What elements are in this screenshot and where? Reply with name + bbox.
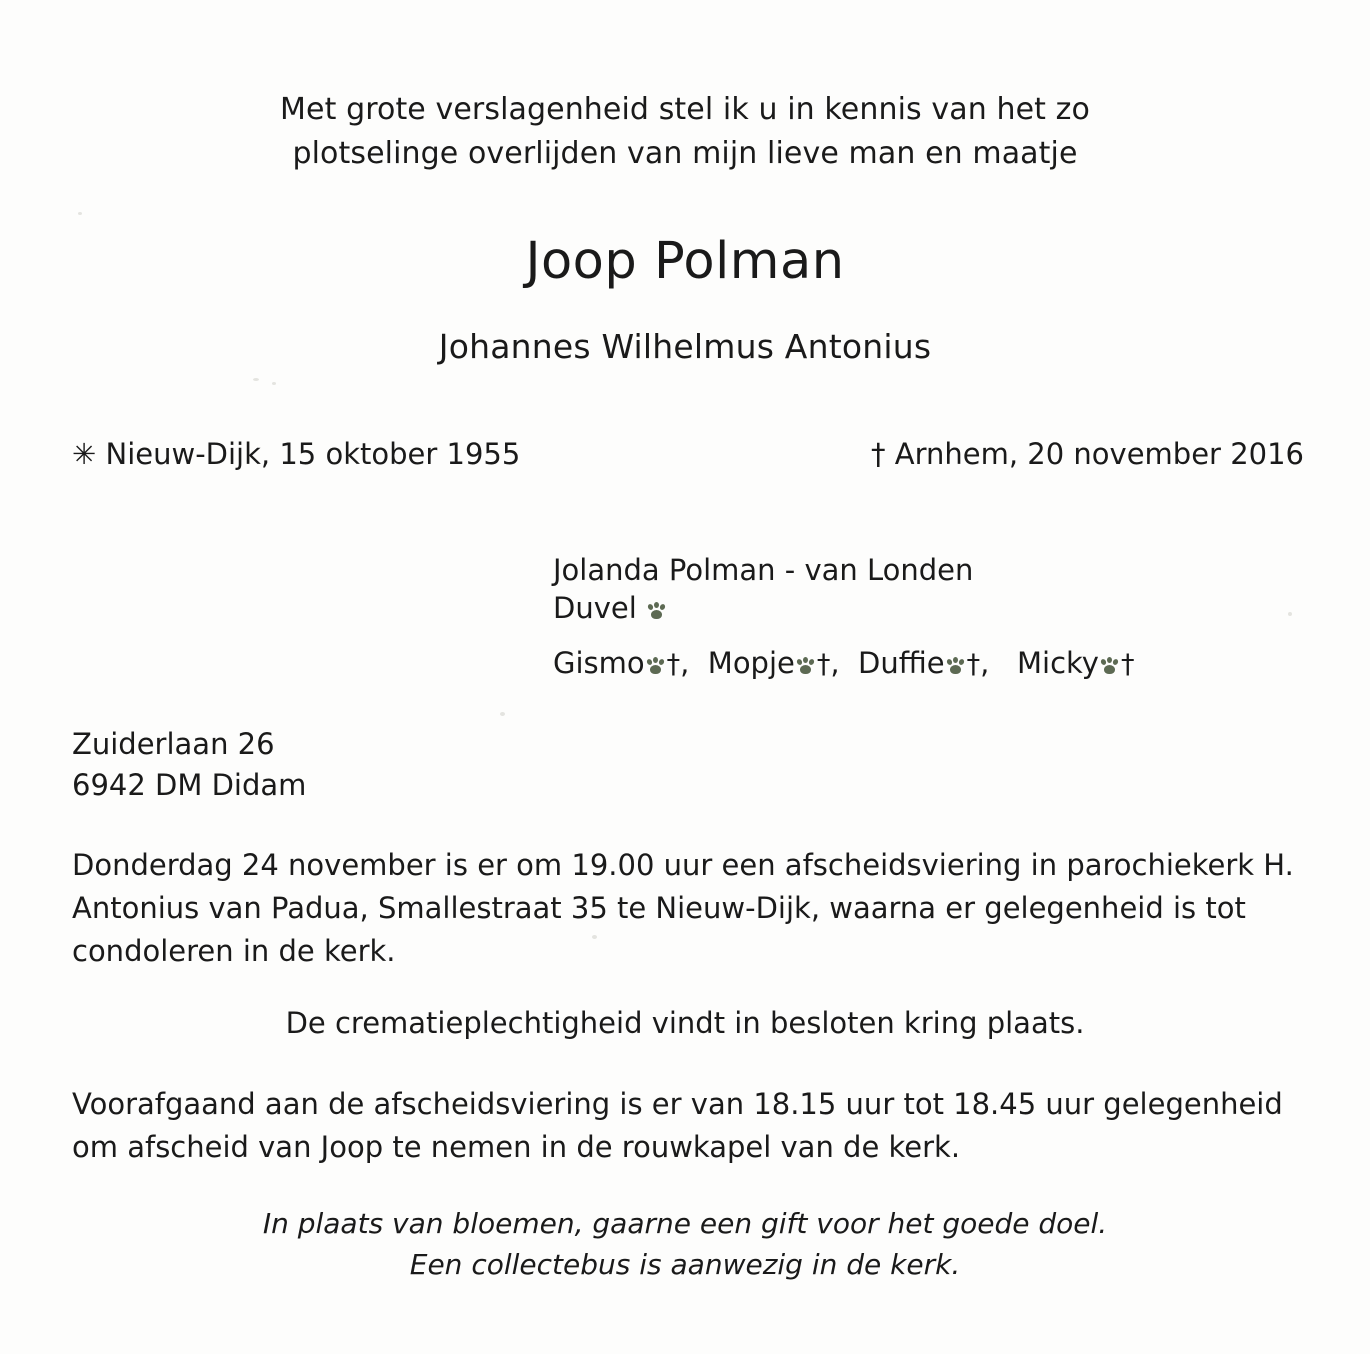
pet-separator: , [680, 645, 690, 680]
closing-line-2: Een collectebus is aanwezig in de kerk. [409, 1247, 961, 1281]
pet-separator: , [830, 645, 840, 680]
life-dates [72, 437, 1304, 471]
deceased-full-name: Johannes Wilhelmus Antonius [438, 327, 932, 366]
paw-print-icon [1100, 657, 1120, 675]
paper-speck [272, 382, 276, 385]
pet-name: Gismo [553, 645, 645, 680]
survivors-block [553, 551, 1134, 682]
deceased-name: Joop Polman [525, 232, 845, 291]
paper-speck [1288, 612, 1292, 616]
pets-deceased-line [553, 644, 1134, 683]
paper-speck [253, 378, 259, 381]
cremation-note: De crematieplechtigheid vindt in besloten kring plaats. [285, 1006, 1085, 1040]
pet-name: Mopje [707, 645, 795, 680]
paw-print-icon [946, 657, 966, 675]
intro-line-1: Met grote verslagenheid stel ik u in kennis van het zo [280, 92, 1090, 127]
paper-speck [78, 212, 82, 215]
farewell-details: Voorafgaand aan de afscheidsviering is er van 18.15 uur tot 18.45 uur gelegenheid om afscheid van Joop te nemen in de rouwkapel van de kerk. [72, 1087, 1283, 1164]
birth-info: ✳ Nieuw-Dijk, 15 oktober 1955 [72, 437, 521, 471]
address-block [72, 724, 306, 806]
address-line-2: 6942 DM Didam [72, 768, 307, 803]
death-info: † Arnhem, 20 november 2016 [871, 437, 1304, 471]
paw-print-icon [646, 657, 666, 675]
intro-text [0, 88, 1370, 177]
intro-line-2: plotselinge overlijden van mijn lieve man en maatje [292, 136, 1078, 172]
closing-note [0, 1204, 1370, 1285]
cross-icon: † [966, 648, 981, 680]
pet-alive-name: Duvel [553, 591, 637, 626]
cross-icon: † [816, 648, 831, 680]
cross-icon: † [666, 648, 681, 680]
spouse-name: Jolanda Polman - van Londen [553, 553, 974, 587]
paw-print-icon [796, 657, 816, 675]
pet-separator: , [980, 645, 990, 680]
address-line-1: Zuiderlaan 26 [72, 727, 275, 761]
service-details: Donderdag 24 november is er om 19.00 uur een afscheidsviering in parochiekerk H. Antonius van Padua, Smallestraat 35 te Nieuw-Dijk, waarna er gelegenheid is tot condoleren in de kerk. [72, 848, 1294, 968]
cross-icon: † [1120, 648, 1135, 680]
closing-line-1: In plaats van bloemen, gaarne een gift voor het goede doel. [262, 1207, 1108, 1240]
pet-alive-line [553, 589, 1134, 627]
pet-name: Micky [1017, 645, 1099, 680]
paper-speck [500, 712, 505, 716]
pet-name: Duffie [858, 645, 945, 680]
paw-print-icon [647, 602, 667, 620]
